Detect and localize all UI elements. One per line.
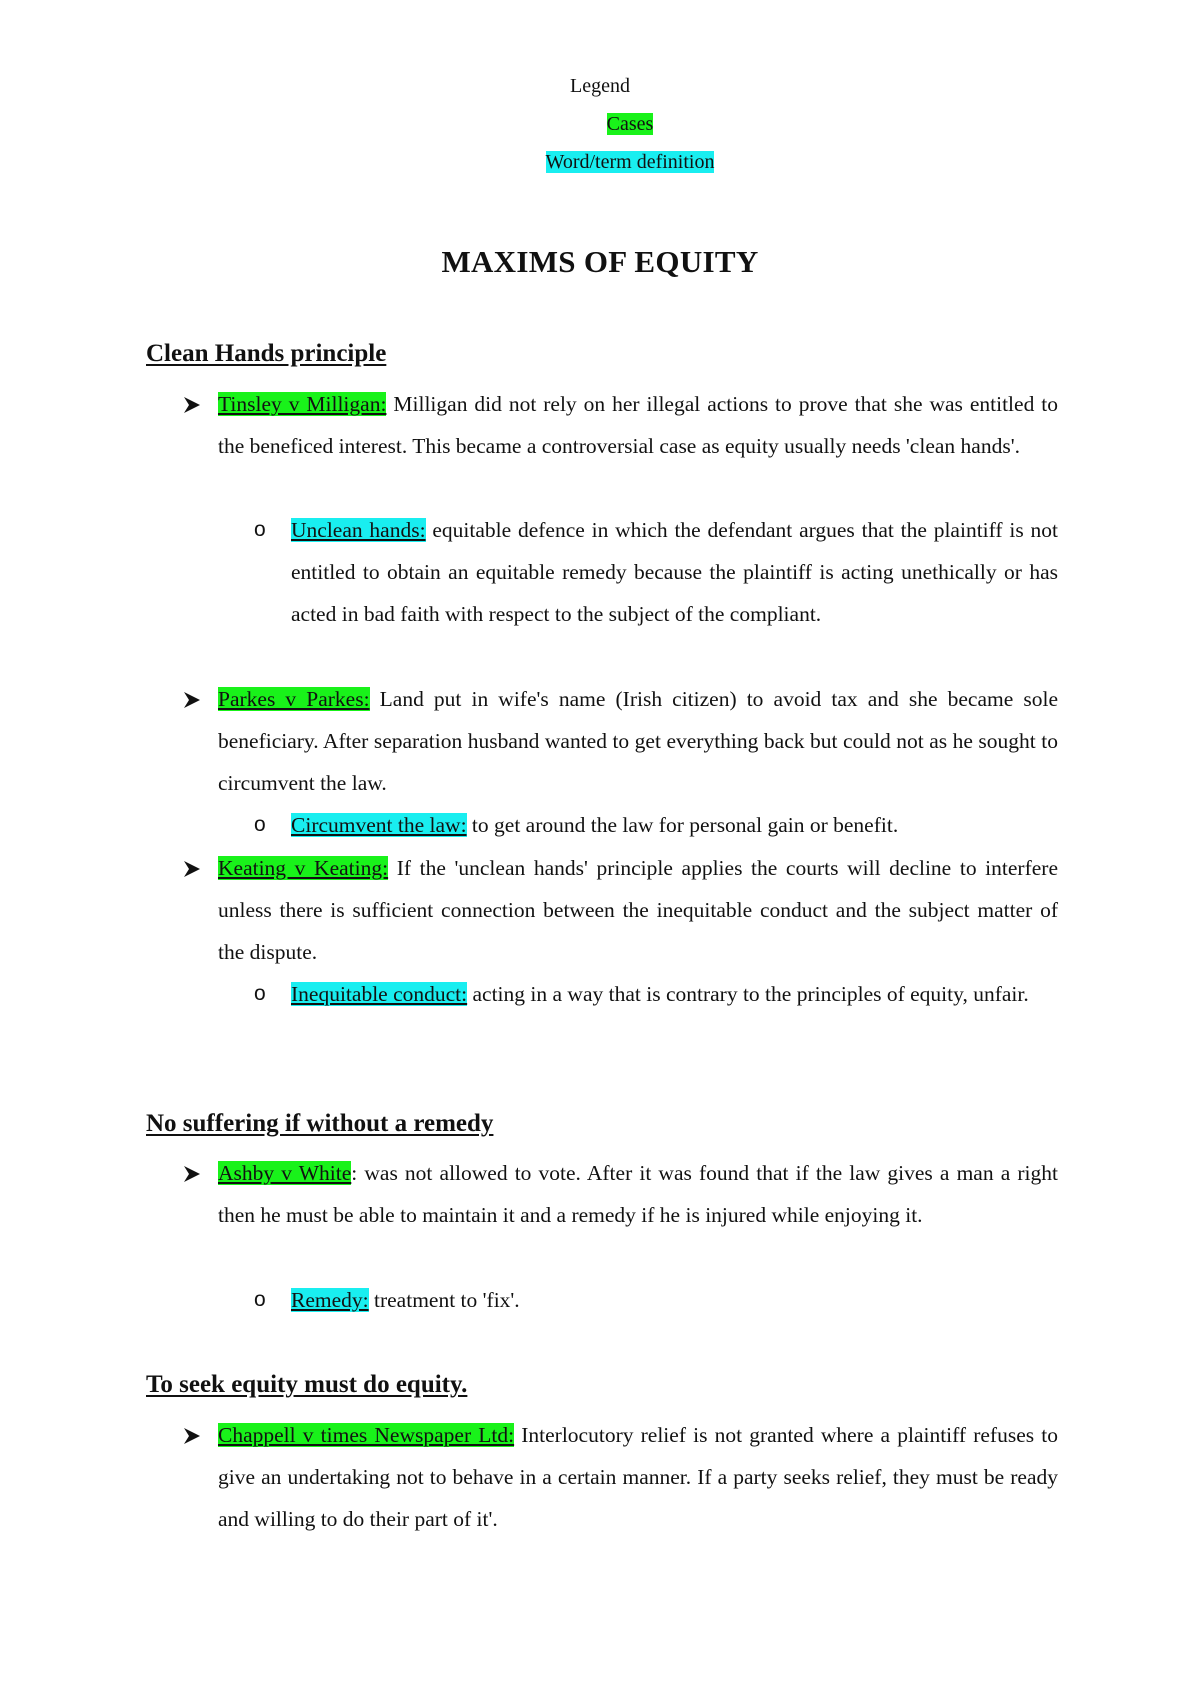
list-item <box>291 804 1058 846</box>
arrow-bullet-icon <box>182 1414 204 1456</box>
list-item <box>218 383 1058 467</box>
circle-bullet-icon: o <box>254 982 266 1005</box>
list-item <box>218 1152 1058 1236</box>
arrow-bullet-icon <box>182 678 204 720</box>
arrow-bullet-icon <box>182 1152 204 1194</box>
case-description: Milligan did not rely on her illegal actions to prove that she was entitled to the beneficed interest. This became a controversial case as equity usually needs 'clean hands'. <box>218 392 1058 458</box>
list-item <box>291 1279 1058 1321</box>
arrow-bullet-icon <box>182 383 204 425</box>
legend-term <box>30 148 1200 176</box>
case-description: Land put in wife's name (Irish citizen) to avoid tax and she became sole beneficiary. After separation husband wanted to get everything back but could not as he sought to circumvent the law. <box>218 687 1058 795</box>
legend-cases-label: Cases <box>606 113 654 135</box>
term-name: Inequitable conduct: <box>291 982 468 1006</box>
list-item <box>218 1414 1058 1540</box>
section-heading: Clean Hands principle <box>146 340 387 367</box>
term-definition: equitable defence in which the defendant argues that the plaintiff is not entitled to obtain an equitable remedy because the plaintiff is acting unethically or has acted in bad faith with respect to the subject of the compliant. <box>291 518 1058 626</box>
list-item <box>218 847 1058 973</box>
circle-bullet-icon: o <box>254 518 266 541</box>
document-title: MAXIMS OF EQUITY <box>441 244 759 279</box>
list-item <box>291 973 1058 1015</box>
term-name: Unclean hands: <box>291 518 426 542</box>
term-name: Circumvent the law: <box>291 813 467 837</box>
term-name: Remedy: <box>291 1288 369 1312</box>
case-name: Ashby v White <box>218 1161 352 1185</box>
case-name: Parkes v Parkes: <box>218 687 370 711</box>
circle-bullet-icon: o <box>254 1288 266 1311</box>
arrow-bullet-icon <box>182 847 204 889</box>
term-definition: to get around the law for personal gain or benefit. <box>466 813 899 837</box>
case-description: : was not allowed to vote. After it was found that if the law gives a man a right then he must be able to maintain it and a remedy if he is injured while enjoying it. <box>218 1161 1058 1227</box>
list-item <box>218 678 1058 804</box>
circle-bullet-icon: o <box>254 813 266 836</box>
case-name: Chappell v times Newspaper Ltd: <box>218 1423 515 1447</box>
case-description: If the 'unclean hands' principle applies the courts will decline to interfere unless there is sufficient connection between the inequitable conduct and the subject matter of the dispute. <box>218 856 1058 964</box>
section-heading: To seek equity must do equity. <box>146 1371 468 1398</box>
legend-title-text: Legend <box>570 75 630 97</box>
list-item <box>291 509 1058 635</box>
legend-cases <box>30 110 1200 138</box>
legend-term-label: Word/term definition <box>545 151 715 173</box>
case-description: Interlocutory relief is not granted where a plaintiff refuses to give an undertaking not to behave in a certain manner. If a party seeks relief, they must be ready and willing to do their part of it'. <box>218 1423 1058 1531</box>
case-name: Keating v Keating: <box>218 856 389 880</box>
case-name: Tinsley v Milligan: <box>218 392 387 416</box>
term-definition: acting in a way that is contrary to the principles of equity, unfair. <box>467 982 1029 1006</box>
legend-title <box>0 72 1200 100</box>
section-heading: No suffering if without a remedy <box>146 1110 494 1137</box>
term-definition: treatment to 'fix'. <box>368 1288 520 1312</box>
